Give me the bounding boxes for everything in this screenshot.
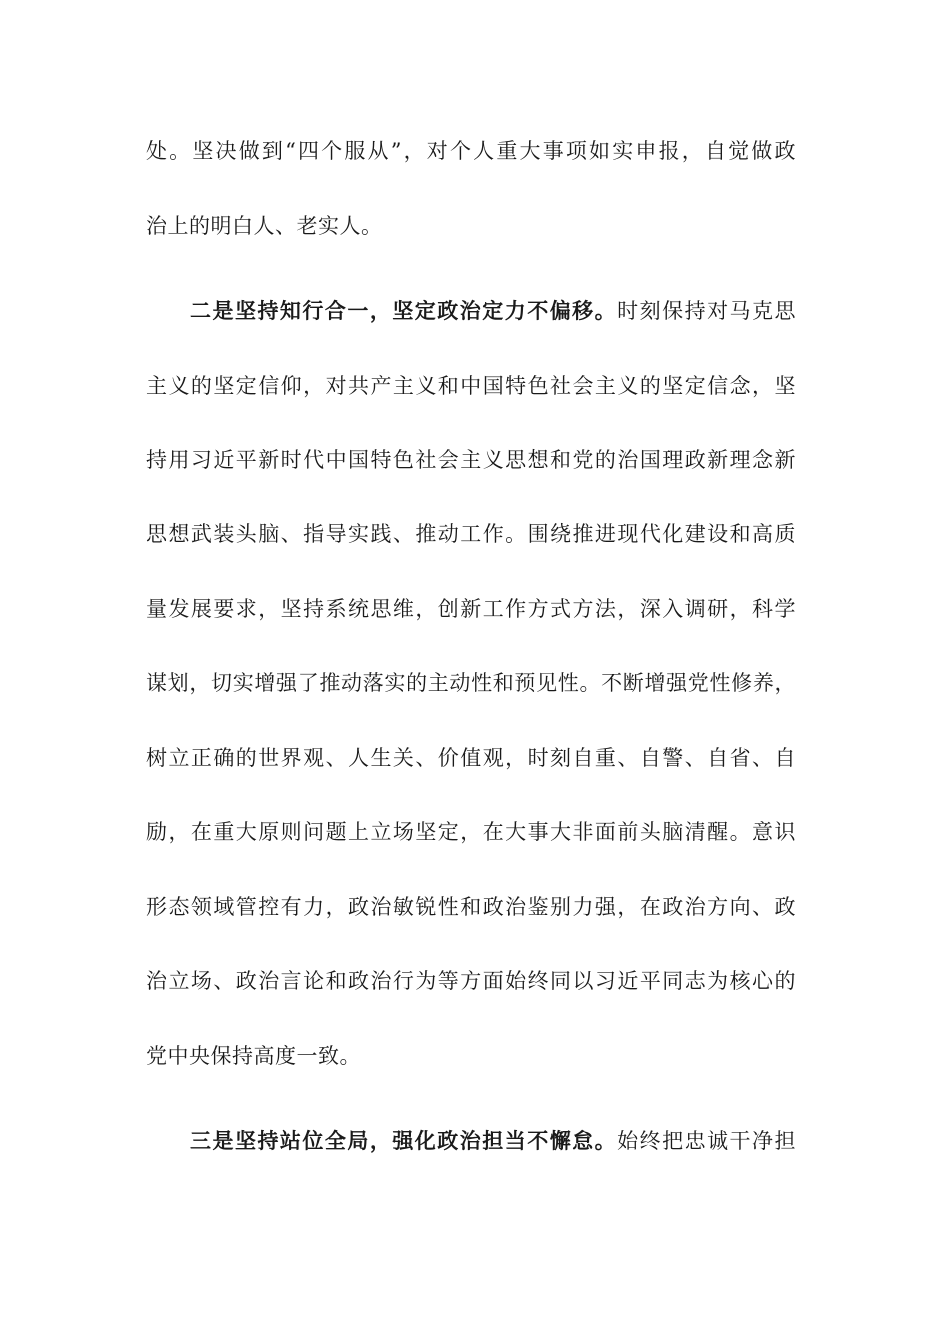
paragraph-2-line-4: 思想武装头脑、指导实践、推动工作。围绕推进现代化建设和高质 (146, 522, 796, 546)
paragraph-1-line-1: 处。坚决做到“四个服从”，对个人重大事项如实申报，自觉做政 (146, 139, 796, 163)
paragraph-3-line-1 (190, 1127, 796, 1155)
paragraph-2-line-8: 励，在重大原则问题上立场坚定，在大事大非面前头脑清醒。意识 (146, 820, 796, 844)
paragraph-2-line-5: 量发展要求，坚持系统思维，创新工作方式方法，深入调研，科学 (146, 597, 796, 621)
paragraph-1-line-2: 治上的明白人、老实人。 (146, 214, 383, 238)
paragraph-2-line-11: 党中央保持高度一致。 (146, 1044, 361, 1068)
paragraph-3-heading: 三是坚持站位全局，强化政治担当不懈怠。 (190, 1128, 618, 1153)
paragraph-2-line-3: 持用习近平新时代中国特色社会主义思想和党的治国理政新理念新 (146, 448, 796, 472)
paragraph-2-line-10: 治立场、政治言论和政治行为等方面始终同以习近平同志为核心的 (146, 969, 796, 993)
paragraph-2-line-1-text: 时刻保持对马克思 (617, 299, 797, 323)
paragraph-2-line-7: 树立正确的世界观、人生关、价值观，时刻自重、自警、自省、自 (146, 746, 796, 770)
paragraph-2-heading: 二是坚持知行合一，坚定政治定力不偏移。 (190, 298, 618, 323)
paragraph-3-line-1-text: 始终把忠诚干净担 (617, 1129, 797, 1153)
paragraph-2-line-9: 形态领域管控有力，政治敏锐性和政治鉴别力强，在政治方向、政 (146, 895, 796, 919)
paragraph-2-line-6: 谋划，切实增强了推动落实的主动性和预见性。不断增强党性修养， (146, 671, 796, 695)
paragraph-2-line-2: 主义的坚定信仰，对共产主义和中国特色社会主义的坚定信念，坚 (146, 374, 796, 398)
paragraph-2-line-1 (190, 297, 796, 325)
